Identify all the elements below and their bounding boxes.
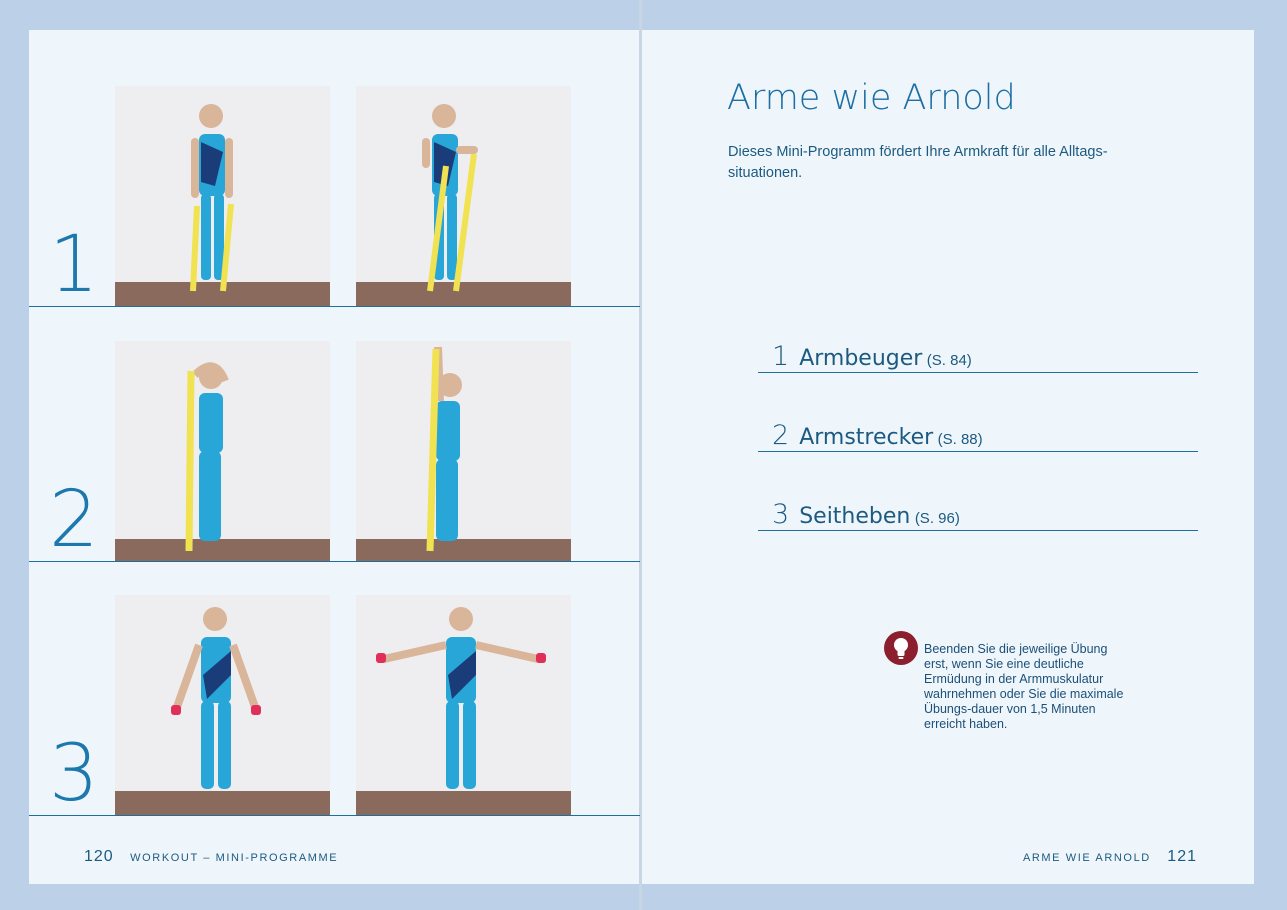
exercise-list-item	[758, 420, 1198, 452]
page-reference: (S. 88)	[937, 431, 983, 448]
row-number: 3	[49, 729, 99, 819]
exercise-list-item	[758, 499, 1198, 531]
left-page	[29, 30, 639, 884]
page-number: 121	[1167, 848, 1197, 865]
exercise-row-3	[29, 562, 640, 819]
exercise-row-1	[29, 30, 640, 310]
page-number: 120	[84, 848, 114, 865]
section-title: WORKOUT – MINI-PROGRAMME	[130, 852, 339, 864]
section-title: ARME WIE ARNOLD	[1022, 852, 1151, 864]
page-title: Arme wie Arnold	[727, 78, 1016, 118]
page-reference: (S. 84)	[926, 352, 972, 369]
right-page-footer	[1023, 848, 1197, 866]
left-page-footer	[84, 848, 338, 866]
row-number: 2	[49, 475, 99, 565]
exercise-photo-3-start	[115, 595, 330, 815]
exercise-photo-2-start	[115, 341, 330, 561]
intro-text: Dieses Mini-Programm fördert Ihre Armkraft für alle Alltags-situationen.	[728, 144, 1108, 181]
exercise-number: 3	[772, 499, 790, 530]
right-page	[642, 30, 1254, 884]
exercise-name: Armstrecker	[799, 425, 934, 450]
exercise-row-2	[29, 307, 640, 565]
exercise-number: 2	[772, 420, 790, 451]
exercise-list-item	[758, 341, 1198, 373]
exercise-name: Seitheben	[799, 504, 911, 529]
exercise-photo-2-end	[356, 341, 571, 561]
exercise-number: 1	[772, 341, 790, 372]
exercise-photo-1-end	[356, 86, 571, 306]
exercise-photo-1-start	[115, 86, 330, 306]
exercise-photo-3-end	[356, 595, 571, 815]
row-number: 1	[49, 220, 99, 310]
lightbulb-icon	[884, 631, 918, 665]
exercise-name: Armbeuger	[799, 346, 923, 371]
tip-text: Beenden Sie die jeweilige Übung erst, wenn Sie eine deutliche Ermüdung in der Armmuskulatur wahrnehmen oder Sie die maximale Übungs-dauer von 1,5 Minuten erreicht haben.	[924, 642, 1124, 731]
page-reference: (S. 96)	[914, 510, 960, 527]
